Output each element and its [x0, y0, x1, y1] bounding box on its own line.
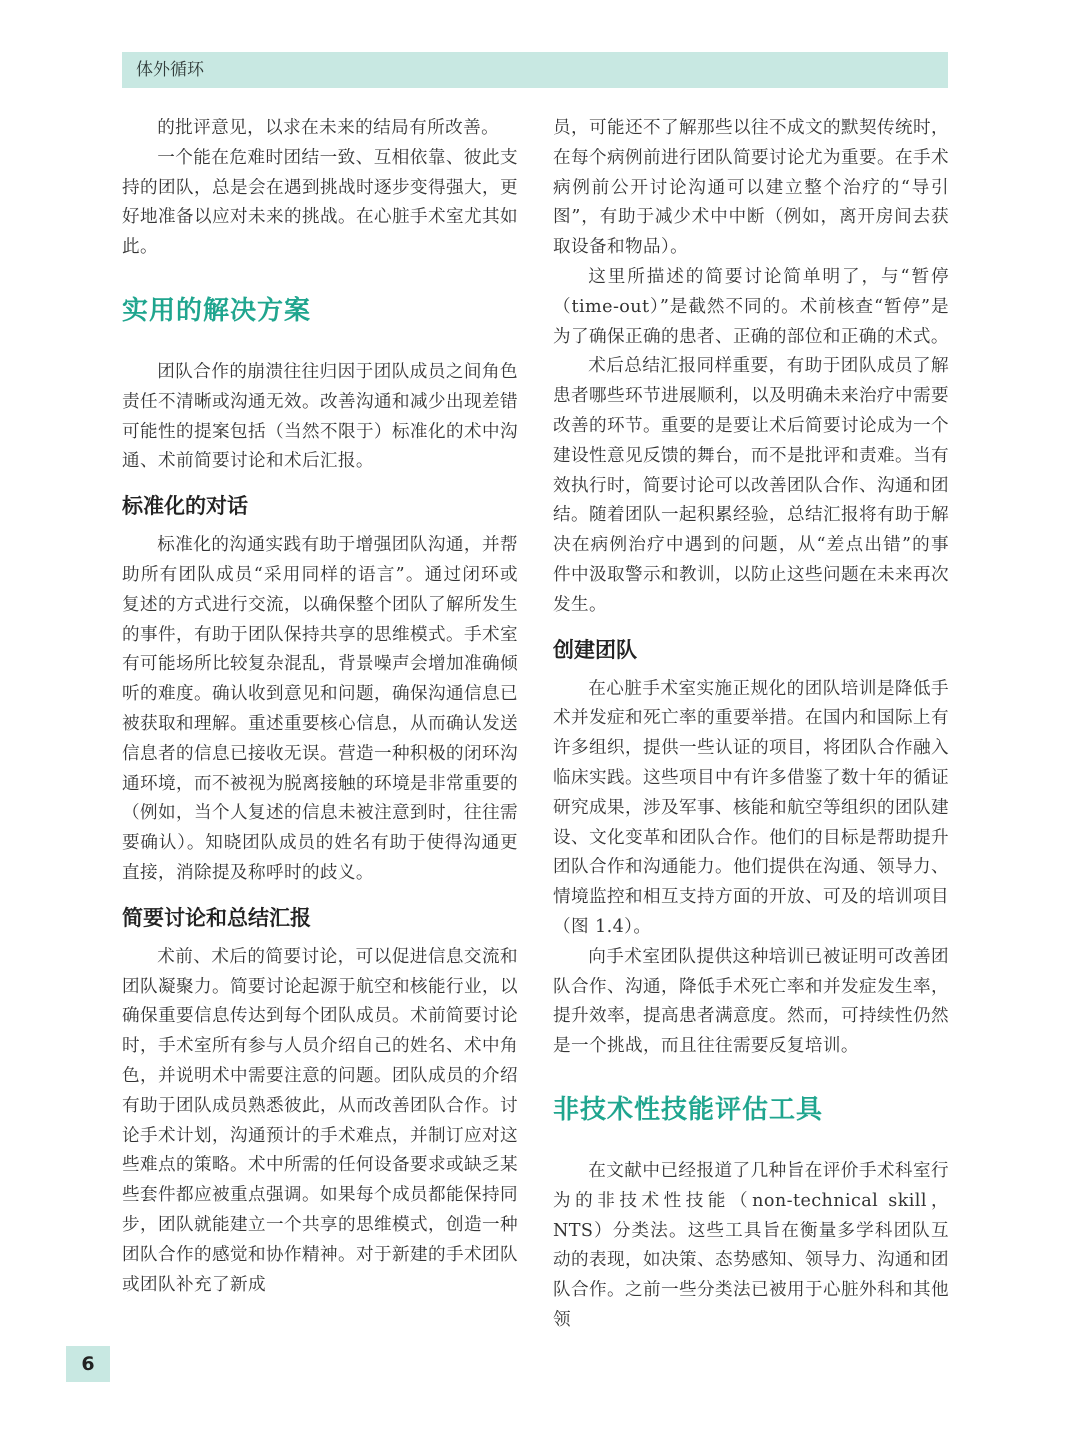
left-column — [122, 114, 518, 1300]
paragraph: 标准化的沟通实践有助于增强团队沟通，并帮助所有团队成员“采用同样的语言”。通过闭环或复述的方式进行交流，以确保整个团队了解所发生的事件，有助于团队保持共享的思维模式。手术室有可能场所比较复杂混乱，背景噪声会增加准确倾听的难度。确认收到意见和问题，确保沟通信息已被获取和理解。重述重要核心信息，从而确认发送信息者的信息已接收无误。营造一种积极的闭环沟通环境，而不被视为脱离接触的环境是非常重要的（例如，当个人复述的信息未被注意到时，往往需要确认）。知晓团队成员的姓名有助于使得沟通更直接，消除提及称呼时的歧义。 — [122, 535, 518, 883]
paragraph: 团队合作的崩溃往往归因于团队成员之间角色责任不清晰或沟通无效。改善沟通和减少出现差错可能性的提案包括（当然不限于）标准化的术中沟通、术前简要讨论和术后汇报。 — [122, 361, 518, 472]
paragraph: 这里所描述的简要讨论简单明了，与“暂停（time-out）”是截然不同的。术前核查“暂停”是为了确保正确的患者、正确的部位和正确的术式。 — [553, 266, 949, 347]
paragraph: 在心脏手术室实施正规化的团队培训是降低手术并发症和死亡率的重要举措。在国内和国际上有许多组织，提供一些认证的项目，将团队合作融入临床实践。这些项目中有许多借鉴了数十年的循证研究成果，涉及军事、核能和航空等组织的团队建设、文化变革和团队合作。他们的目标是帮助提升团队合作和沟通能力。他们提供在沟通、领导力、情境监控和相互支持方面的开放、可及的培训项目（图 1.4）。 — [553, 678, 949, 937]
section-heading-nts-tools: 非技术性技能评估工具 — [553, 1094, 824, 1125]
paragraph: 员，可能还不了解那些以往不成文的默契传统时，在每个病例前进行团队简要讨论尤为重要。在手术病例前公开讨论沟通可以建立整个治疗的“导引图”，有助于减少术中中断（例如，离开房间去获取设备和物品）。 — [553, 118, 949, 258]
right-column — [553, 114, 949, 1336]
subheading-standardized-dialogue: 标准化的对话 — [122, 494, 248, 519]
running-header — [122, 52, 948, 88]
header-title: 体外循环 — [136, 60, 204, 80]
paragraph: 术前、术后的简要讨论，可以促进信息交流和团队凝聚力。简要讨论起源于航空和核能行业，以确保重要信息传达到每个团队成员。术前简要讨论时，手术室所有参与人员介绍自己的姓名、术中角色，并说明术中需要注意的问题。团队成员的介绍有助于团队成员熟悉彼此，从而改善团队合作。讨论手术计划，沟通预计的手术难点，并制订应对这些难点的策略。术中所需的任何设备要求或缺乏某些套件都应被重点强调。如果每个成员都能保持同步，团队就能建立一个共享的思维模式，创造一种团队合作的感觉和协作精神。对于新建的手术团队或团队补充了新成 — [122, 946, 518, 1295]
paragraph: 一个能在危难时团结一致、互相依靠、彼此支持的团队，总是会在遇到挑战时逐步变得强大，更好地准备以应对未来的挑战。在心脏手术室尤其如此。 — [122, 147, 518, 258]
paragraph: 向手术室团队提供这种培训已被证明可改善团队合作、沟通，降低手术死亡率和并发症发生率，提升效率，提高患者满意度。然而，可持续性仍然是一个挑战，而且往往需要反复培训。 — [553, 946, 949, 1057]
paragraph: 的批评意见，以求在未来的结局有所改善。 — [157, 118, 500, 138]
paragraph: 在文献中已经报道了几种旨在评价手术科室行为的非技术性技能（non-technical skill，NTS）分类法。这些工具旨在衡量多学科团队互动的表现，如决策、态势感知、领导力、沟通和团队合作。之前一些分类法已被用于心脏外科和其他领 — [553, 1160, 949, 1330]
paragraph: 术后总结汇报同样重要，有助于团队成员了解患者哪些环节进展顺利，以及明确未来治疗中需要改善的环节。重要的是要让术后简要讨论成为一个建设性意见反馈的舞台，而不是批评和责难。当有效执行时，简要讨论可以改善团队合作、沟通和团结。随着团队一起积累经验，总结汇报将有助于解决在病例治疗中遇到的问题，从“差点出错”的事件中汲取警示和教训，以防止这些问题在未来再次发生。 — [553, 356, 949, 615]
page-number: 6 — [66, 1346, 110, 1382]
subheading-briefing-debriefing: 简要讨论和总结汇报 — [122, 905, 311, 930]
subheading-team-building: 创建团队 — [553, 637, 637, 662]
section-heading-solutions: 实用的解决方案 — [122, 295, 312, 326]
